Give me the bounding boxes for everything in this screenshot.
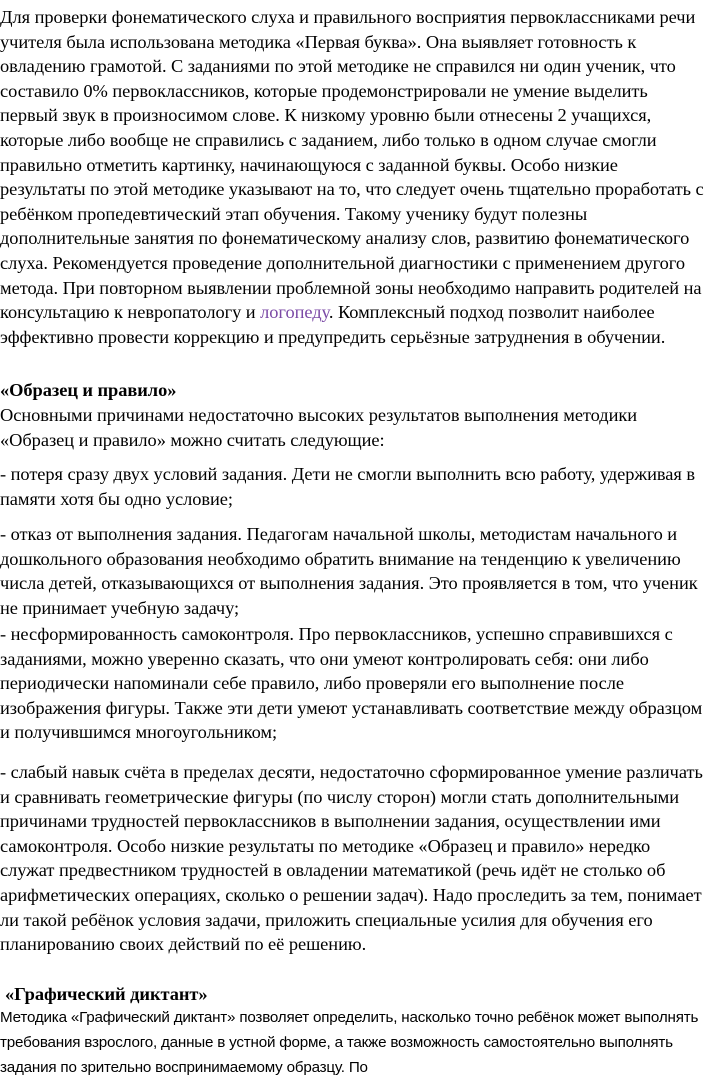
heading-sample-and-rule: «Образец и правило» [0, 380, 177, 400]
bullet-item-refusal: - отказ от выполнения задания. Педагогам начальной школы, методистам начального и дошкольного образования необходимо обратить внимание на тенденцию к увеличению числа детей, отказывающихся от выполнения задания. Это проявляется в том, что ученик не принимает учебную задачу; [0, 524, 698, 618]
bullet-item-counting-skills: - слабый навык счёта в пределах десяти, недостаточно сформированное умение различать и сравнивать геометрические фигуры (по числу сторон) могли стать дополнительными причинами трудностей первоклассников в выполнении задания, осуществлении ими самоконтроля. Особо низкие результаты по методике «Образец и правило» нередко служат предвестником трудностей в овладении математикой (речь идёт не столько об арифметических операциях, сколько о решении задач). Надо проследить за тем, понимает ли такой ребёнок условия задачи, приложить специальные усилия для обучения его планированию своих действий по её решению. [0, 762, 703, 955]
paragraph-text-before-link: Для проверки фонематического слуха и правильного восприятия первоклассниками речи учителя была использована методика «Первая буква». Она выявляет готовность к овладению грамотой. С заданиями по этой методике не справился ни один ученик, что составило 0% первоклассников, которые продемонстрировали не умение выделить первый звук в произносимом слове. К низкому уровню были отнесены 2 учащихся, которые либо вообще не справились с заданием, либо только в одном случае смогли правильно отметить картинку, начинающуюся с заданной буквы. Особо низкие результаты по этой методике указывают на то, что следует очень тщательно проработать с ребёнком пропедевтический этап обучения. Такому ученику будут полезны дополнительные занятия по фонематическому анализу слов, развитию фонематического слуха. Рекомендуется проведение дополнительной диагностики с применением другого метода. При повторном выявлении проблемной зоны необходимо направить родителей на консультацию к невропатологу и [0, 7, 704, 323]
paragraph-first-letter-method [0, 5, 704, 349]
paragraph-graphic-dictation: Методика «Графический диктант» позволяет определить, насколько точно ребёнок может выполнять требования взрослого, данные в устной форме, а также возможность самостоятельно выполнять задания по зрительно воспринимаемому образцу. По [0, 1009, 699, 1076]
speech-therapist-link[interactable]: логопеду [260, 302, 329, 323]
bullet-item-lost-conditions: - потеря сразу двух условий задания. Дети не смогли выполнить всю работу, удерживая в памяти хотя бы одно условие; [0, 464, 695, 509]
paragraph-sample-and-rule-intro: Основными причинами недостаточно высоких результатов выполнения методики «Образец и правило» можно считать следующие: [0, 405, 638, 450]
heading-graphic-dictation: «Графический диктант» [5, 984, 208, 1004]
paragraph-text-after-link: . Комплексный подход позволит наиболее эффективно провести коррекцию и предупредить серьёзные затруднения в обучении. [0, 302, 666, 347]
bullet-item-self-control: - несформированность самоконтроля. Про первоклассников, успешно справившихся с заданиями, можно уверенно сказать, что они умеют контролировать себя: они либо периодически напоминали себе правило, либо проверяли его выполнение после изображения фигуры. Также эти дети умеют устанавливать соответствие между образцом и получившимся многоугольником; [0, 624, 703, 743]
